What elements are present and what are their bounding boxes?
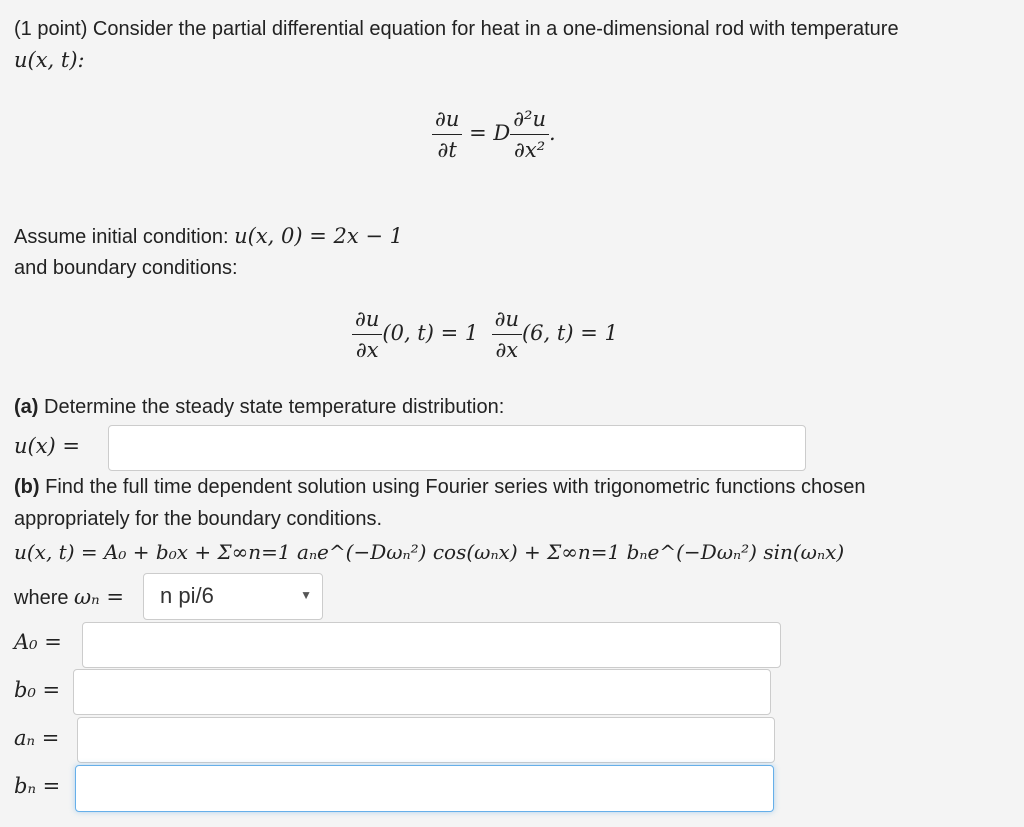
where-label xyxy=(14,585,124,610)
b0-input[interactable] xyxy=(73,669,771,715)
bc2-den: ∂x xyxy=(495,338,519,362)
bc1-den: ∂x xyxy=(355,338,379,362)
bn-label: bₙ = xyxy=(14,774,61,798)
fourier-formula: u(x, t) = A₀ + b₀x + Σ∞n=1 aₙe^(−Dωₙ²) cos(ωₙx) + Σ∞n=1 bₙe^(−Dωₙ²) sin(ωₙx) xyxy=(14,540,845,564)
pde-period: . xyxy=(549,121,556,145)
initial-math: u(x, 0) = 2x − 1 xyxy=(234,224,404,248)
bc2-num: ∂u xyxy=(492,304,522,335)
part-b-text: Find the full time dependent solution using Fourier series with trigonometric functions chosen xyxy=(45,476,866,498)
omega-select[interactable] xyxy=(143,573,323,620)
pde-rhs-num: ∂²u xyxy=(510,104,549,135)
part-a-label: u(x) = xyxy=(14,434,81,458)
bc1: (0, t) = 1 xyxy=(382,321,479,345)
b0-label: b₀ = xyxy=(14,678,61,702)
pde-rhs-den: ∂x² xyxy=(514,138,546,162)
intro-text: (1 point) Consider the partial differential equation for heat in a one-dimensional rod with temperature xyxy=(14,18,899,40)
pde-lhs-num: ∂u xyxy=(432,104,462,135)
initial-condition xyxy=(14,224,403,249)
pde-eq: = D xyxy=(469,121,511,145)
part-b-prompt xyxy=(14,476,866,499)
part-b-text2: appropriately for the boundary conditions. xyxy=(14,508,383,530)
intro-function: u(x, t): xyxy=(14,48,85,72)
chevron-down-icon: ▼ xyxy=(300,588,312,602)
pde-lhs-den: ∂t xyxy=(437,138,457,162)
part-a-tag: (a) xyxy=(14,396,39,418)
bn-input[interactable] xyxy=(75,765,774,812)
an-label: aₙ = xyxy=(14,726,60,750)
steady-state-input[interactable] xyxy=(108,425,806,471)
bc2: (6, t) = 1 xyxy=(521,321,618,345)
where-text: where xyxy=(14,587,69,609)
a0-label: A₀ = xyxy=(14,630,62,654)
boundary-label: and boundary conditions: xyxy=(14,257,238,279)
bc1-num: ∂u xyxy=(352,304,382,335)
initial-label: Assume initial condition: xyxy=(14,226,229,248)
part-b-tag: (b) xyxy=(14,476,40,498)
a0-input[interactable] xyxy=(82,622,781,668)
pde-equation xyxy=(432,104,556,165)
part-a-prompt xyxy=(14,396,504,419)
part-a-text: Determine the steady state temperature distribution: xyxy=(44,396,505,418)
boundary-conditions xyxy=(352,304,618,365)
an-input[interactable] xyxy=(77,717,775,763)
omega-select-value: n pi/6 xyxy=(160,583,214,608)
omega-label: ωₙ = xyxy=(74,585,124,609)
